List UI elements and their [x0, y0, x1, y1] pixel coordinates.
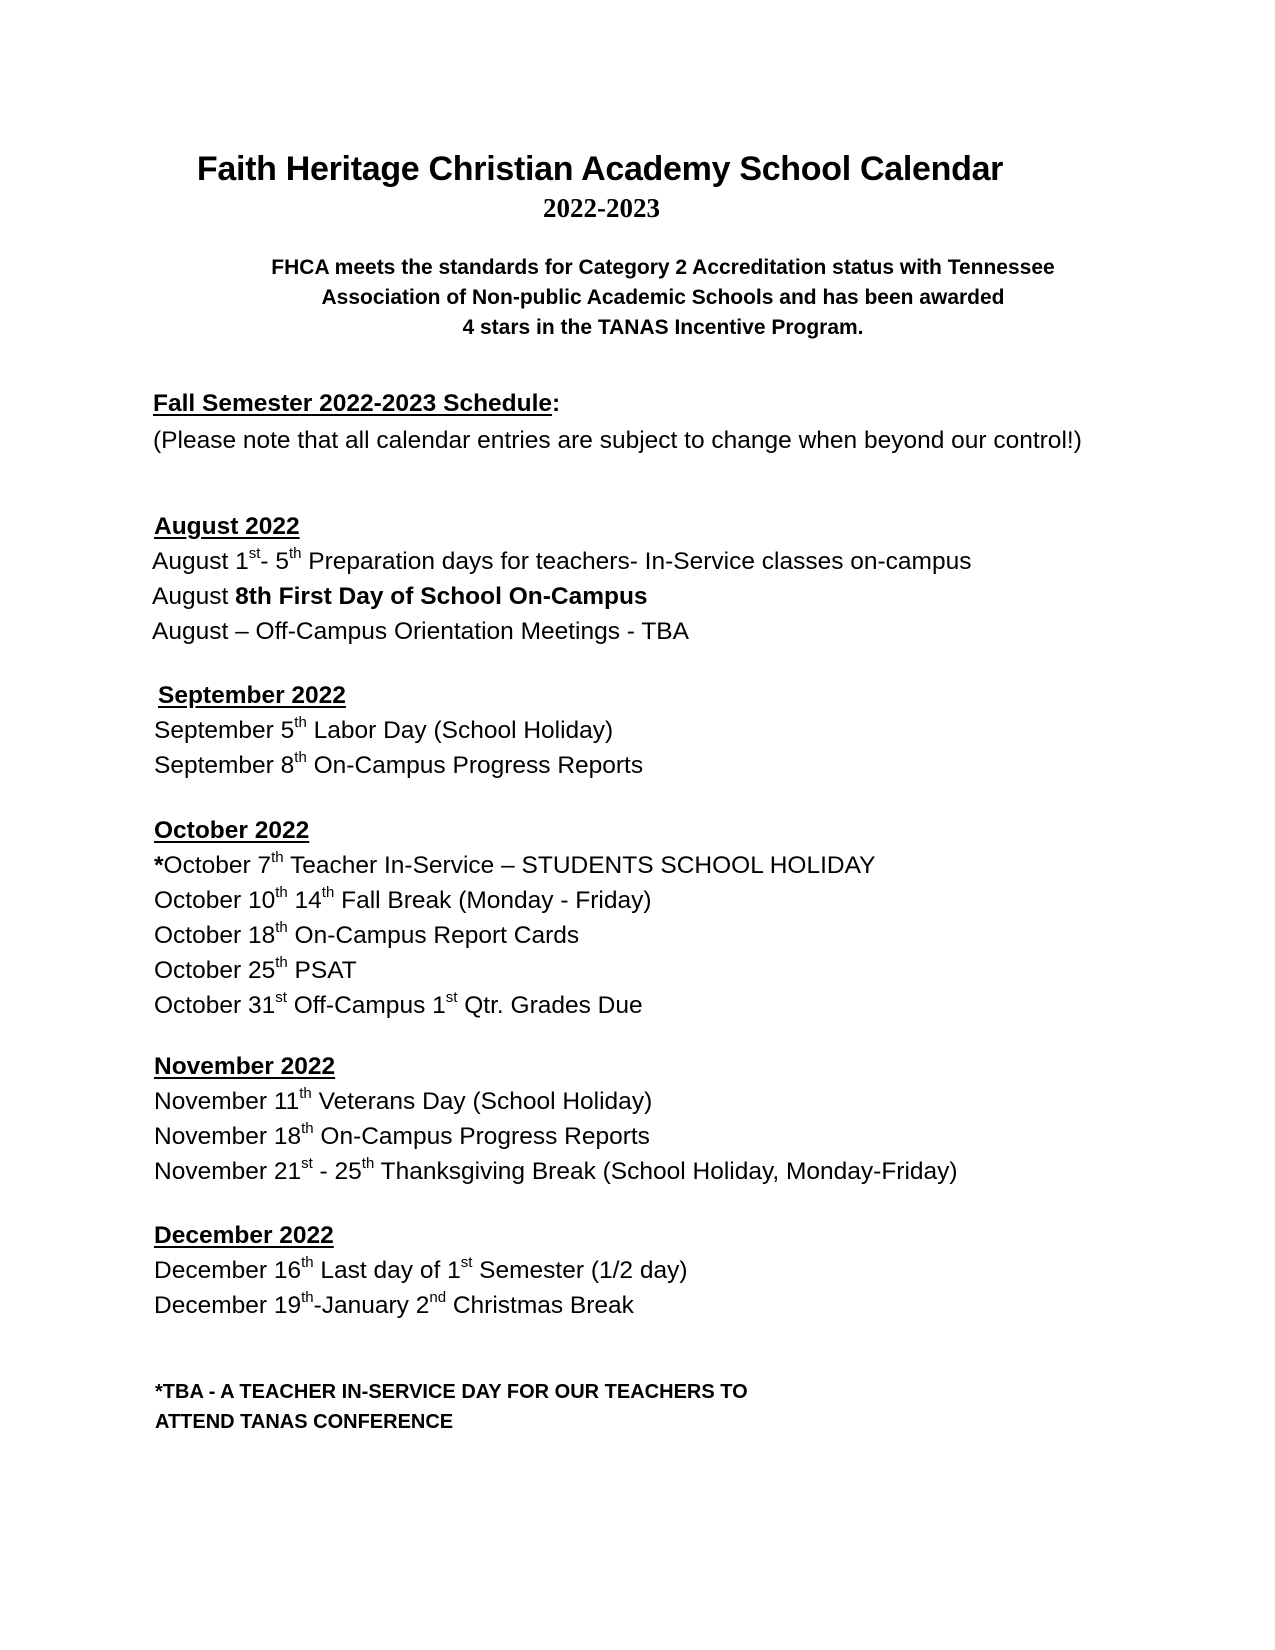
calendar-entry — [154, 1288, 688, 1323]
calendar-entry — [154, 1154, 958, 1189]
ordinal-suffix: th — [294, 748, 307, 766]
entry-description: Fall Break (Monday - Friday) — [334, 887, 652, 914]
ordinal-suffix: th — [294, 713, 307, 731]
entry-description: Veterans Day (School Holiday) — [311, 1088, 653, 1115]
ordinal-suffix: th — [301, 1253, 314, 1271]
month-section-december — [154, 1218, 688, 1323]
entry-date: - 5 — [260, 548, 289, 575]
entry-description: Christmas Break — [446, 1292, 634, 1319]
ordinal-suffix: th — [275, 883, 288, 901]
entry-description: On-Campus Report Cards — [287, 922, 580, 949]
calendar-entry — [154, 918, 875, 953]
ordinal-suffix: nd — [429, 1288, 447, 1306]
ordinal-suffix: th — [271, 848, 284, 866]
entry-description: On-Campus Progress Reports — [306, 752, 644, 779]
month-section-november — [154, 1049, 958, 1189]
month-section-october — [154, 813, 875, 1023]
ordinal-suffix: th — [275, 953, 288, 971]
calendar-entry — [154, 848, 875, 883]
calendar-entry — [154, 748, 643, 783]
calendar-entry — [154, 953, 875, 988]
calendar-entry — [154, 1253, 688, 1288]
entry-date: November 11 — [154, 1088, 300, 1115]
ordinal-suffix: st — [445, 988, 458, 1006]
entry-date: November 18 — [154, 1123, 302, 1150]
entry-date: -January 2 — [313, 1292, 430, 1319]
entry-date: - 25 — [312, 1158, 362, 1185]
footnote — [155, 1377, 748, 1437]
accreditation-line-2: Association of Non-public Academic Schools and has been awarded — [321, 286, 1005, 309]
entry-date: August 1 — [152, 548, 249, 575]
entry-date: November 21 — [154, 1158, 302, 1185]
accreditation-statement — [238, 253, 1088, 343]
calendar-entry — [154, 1084, 958, 1119]
entry-description: Semester (1/2 day) — [472, 1257, 688, 1284]
ordinal-suffix: st — [301, 1154, 313, 1172]
fall-semester-heading-text: Fall Semester 2022-2023 Schedule — [153, 390, 553, 417]
entry-description: On-Campus Progress Reports — [313, 1123, 650, 1150]
entry-date: October 25 — [154, 957, 276, 984]
calendar-entry — [154, 1119, 958, 1154]
footnote-line-1: *TBA - A TEACHER IN-SERVICE DAY FOR OUR TEACHERS TO — [155, 1381, 748, 1403]
accreditation-line-3: 4 stars in the TANAS Incentive Program. — [462, 316, 864, 339]
school-year: 2022-2023 — [543, 193, 660, 223]
entry-date: October 31 — [154, 992, 276, 1019]
ordinal-suffix: th — [361, 1154, 375, 1172]
month-section-september — [154, 678, 643, 783]
calendar-entry — [154, 883, 875, 918]
ordinal-suffix: st — [460, 1253, 473, 1271]
calendar-entry — [154, 988, 875, 1023]
calendar-entry — [154, 713, 643, 748]
entry-description: Labor Day (School Holiday) — [306, 717, 614, 744]
ordinal-suffix: th — [288, 544, 302, 562]
entry-date: September 5 — [154, 717, 295, 744]
fall-semester-heading — [153, 390, 560, 418]
month-title-october: October 2022 — [154, 817, 310, 844]
footnote-line-2: ATTEND TANAS CONFERENCE — [155, 1411, 454, 1433]
calendar-entry — [152, 579, 971, 614]
entry-date: October 18 — [154, 922, 276, 949]
month-title-december: December 2022 — [154, 1222, 334, 1249]
entry-description: Preparation days for teachers- In-Service classes on-campus — [301, 548, 972, 575]
fall-semester-heading-colon: : — [552, 390, 561, 417]
ordinal-suffix: th — [301, 1119, 314, 1137]
ordinal-suffix: th — [321, 883, 335, 901]
entry-description: Thanksgiving Break (School Holiday, Monday-Friday) — [374, 1158, 958, 1185]
entry-description: Qtr. Grades Due — [457, 992, 643, 1019]
month-title-november: November 2022 — [154, 1053, 336, 1080]
entry-description: Off-Campus 1 — [286, 992, 446, 1019]
entry-date: October 7 — [163, 852, 272, 879]
calendar-entry — [152, 544, 971, 579]
calendar-entry: August – Off-Campus Orientation Meetings - TBA — [152, 618, 689, 645]
asterisk-marker: * — [154, 852, 164, 879]
entry-description: Teacher In-Service – STUDENTS SCHOOL HOLIDAY — [283, 852, 876, 879]
entry-date: September 8 — [154, 752, 295, 779]
ordinal-suffix: st — [275, 988, 287, 1006]
entry-date: 14 — [287, 887, 322, 914]
accreditation-line-1: FHCA meets the standards for Category 2 Accreditation status with Tennessee — [271, 256, 1055, 279]
entry-date: August — [152, 583, 236, 610]
entry-description-bold: 8th First Day of School On-Campus — [235, 583, 648, 610]
entry-date: December 16 — [154, 1257, 302, 1284]
entry-description: PSAT — [287, 957, 357, 984]
ordinal-suffix: th — [275, 918, 288, 936]
entry-description: Last day of 1 — [313, 1257, 461, 1284]
schedule-note: (Please note that all calendar entries are subject to change when beyond our control!) — [153, 427, 1082, 454]
ordinal-suffix: th — [301, 1288, 314, 1306]
month-section-august — [152, 509, 971, 649]
page-title: Faith Heritage Christian Academy School Calendar — [196, 150, 1004, 188]
entry-date: December 19 — [154, 1292, 302, 1319]
ordinal-suffix: st — [248, 544, 261, 562]
ordinal-suffix: th — [299, 1084, 312, 1102]
month-title-august: August 2022 — [154, 513, 300, 540]
entry-date: October 10 — [154, 887, 276, 914]
month-title-september: September 2022 — [158, 682, 346, 709]
